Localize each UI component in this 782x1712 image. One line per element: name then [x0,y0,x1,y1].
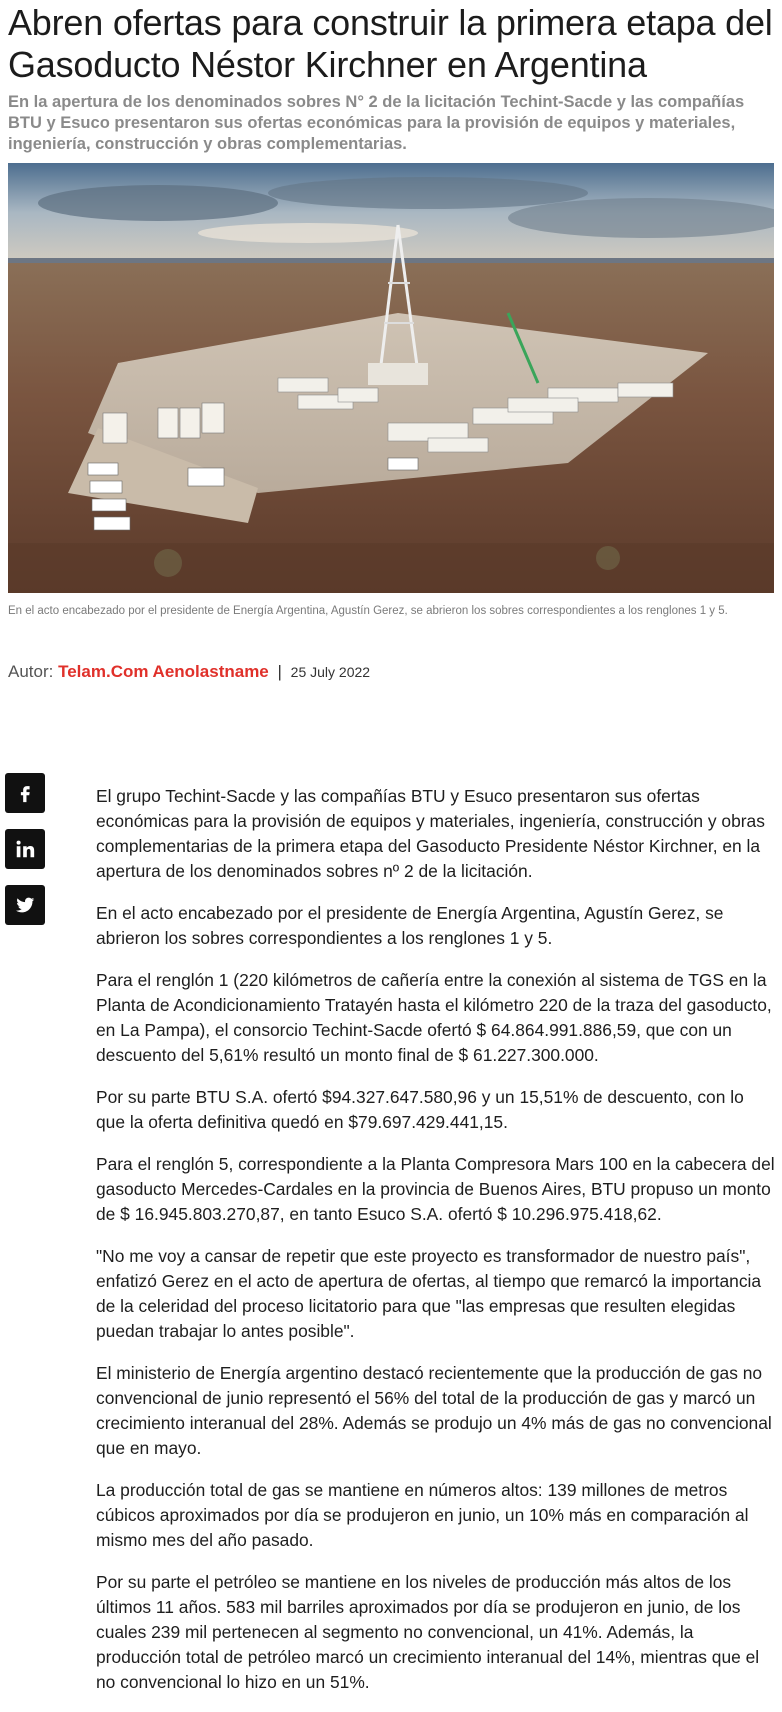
byline-label: Autor: [8,662,54,681]
byline [8,660,370,684]
article-paragraph: El ministerio de Energía argentino destacó recientemente que la producción de gas no convencional de junio representó el 56% del total de la producción de gas y marcó un crecimiento interanual del 28%. Además se produjo un 4% más de gas no convencional que en mayo. [96,1363,772,1458]
article-paragraph: Para el renglón 1 (220 kilómetros de cañería entre la conexión al sistema de TGS en la Planta de Acondicionamiento Tratayén hasta el kilómetro 220 de la traza del gasoducto, en La Pampa), el consorcio Techint-Sacde ofertó $ 64.864.991.886,59, que con un descuento del 5,61% resultó un monto final de $ 61.227.300.000. [96,970,772,1065]
share-twitter-button[interactable] [5,885,45,925]
author-link[interactable]: Telam.Com Aenolastname [58,662,269,681]
article-paragraph: Para el renglón 5, correspondiente a la Planta Compresora Mars 100 en la cabecera del gasoducto Mercedes-Cardales en la provincia de Buenos Aires, BTU propuso un monto de $ 16.945.803.270,87, en tanto Esuco S.A. ofertó $ 10.296.975.418,62. [96,1154,775,1224]
article-subtitle: En la apertura de los denominados sobres N° 2 de la licitación Techint-Sacde y las compañías BTU y Esuco presentaron sus ofertas económicas para la provisión de equipos y materiales, ingeniería, construcción y obras complementarias. [8,93,745,153]
article-body [96,784,776,1712]
article-paragraph: Por su parte el petróleo se mantiene en los niveles de producción más altos de los últimos 11 años. 583 mil barriles aproximados por día se produjeron en junio, de los cuales 239 mil pertenecen al segmento no convencional, un 41%. Además, la producción total de petróleo marcó un crecimiento interanual del 14%, mientras que el no convencional lo hizo en un 51%. [96,1572,760,1692]
share-linkedin-button[interactable] [5,829,45,869]
article-paragraph: En el acto encabezado por el presidente de Energía Argentina, Agustín Gerez, se abrieron los sobres correspondientes a los renglones 1 y 5. [96,903,724,948]
byline-separator: | [277,662,282,681]
article-paragraph: El grupo Techint-Sacde y las compañías BTU y Esuco presentaron sus ofertas económicas para la provisión de equipos y materiales, ingeniería, construcción y obras complementarias de la primera etapa del Gasoducto Presidente Néstor Kirchner, en la apertura de los denominados sobres nº 2 de la licitación. [96,786,765,881]
linkedin-icon [14,838,36,860]
twitter-icon [14,894,36,916]
oil-rig-aerial-photo [8,163,774,593]
article-header [8,0,776,155]
article-paragraph: Por su parte BTU S.A. ofertó $94.327.647.580,96 y un 15,51% de descuento, con lo que la oferta definitiva quedó en $79.697.429.441,15. [96,1087,744,1132]
article-title: Abren ofertas para construir la primera etapa del Gasoducto Néstor Kirchner en Argentina [8,2,773,85]
photo-caption: En el acto encabezado por el presidente de Energía Argentina, Agustín Gerez, se abrieron los sobres correspondientes a los renglones 1 y 5. [8,605,728,617]
facebook-icon [14,782,36,804]
article-paragraph: "No me voy a cansar de repetir que este proyecto es transformador de nuestro país", enfatizó Gerez en el acto de apertura de ofertas, al tiempo que remarcó la importancia de la celeridad del proceso licitatorio para que "las empresas que resulten elegidas puedan trabajar lo antes posible". [96,1246,762,1341]
publish-date: 25 July 2022 [290,664,371,680]
article-paragraph: La producción total de gas se mantiene en números altos: 139 millones de metros cúbicos aproximados por día se produjeron en junio, un 10% más en comparación al mismo mes del año pasado. [96,1480,749,1550]
share-facebook-button[interactable] [5,773,45,813]
article-photo [8,163,774,593]
